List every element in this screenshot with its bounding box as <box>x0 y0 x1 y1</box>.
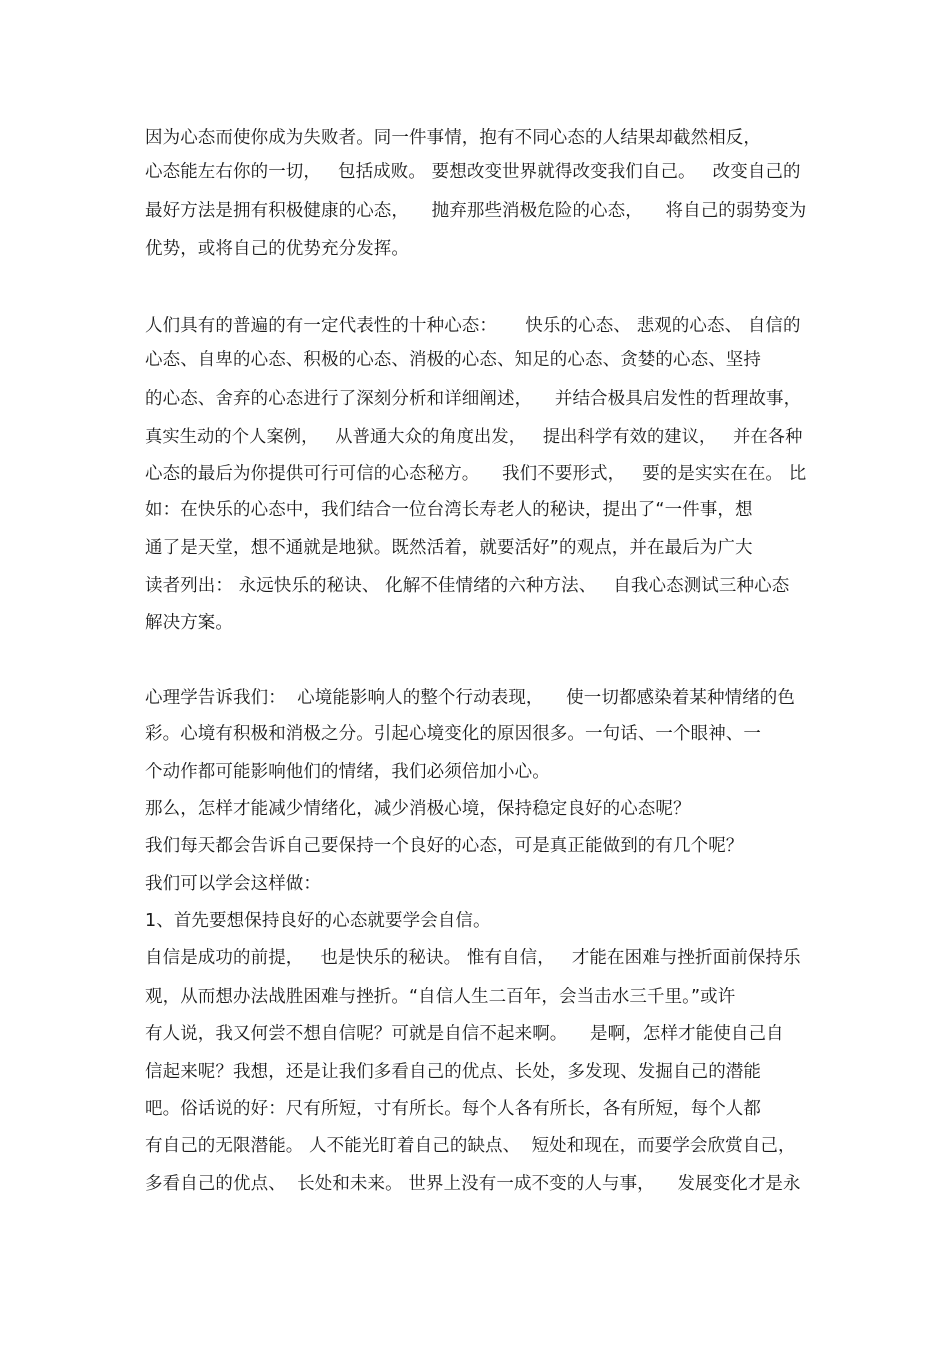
paragraph-2-line-8: 读者列出： 永远快乐的秘诀、 化解不佳情绪的六种方法、 自我心态测试三种心态 <box>145 576 790 596</box>
paragraph-2-line-1: 人们具有的普遍的有一定代表性的十种心态： 快乐的心态、 悲观的心态、 自信的 <box>145 316 801 336</box>
paragraph-2-line-3: 的心态、舍弃的心态进行了深刻分析和详细阐述， 并结合极具启发性的哲理故事， <box>145 389 802 409</box>
paragraph-3-line-3: 个动作都可能影响他们的情绪，我们必须倍加小心。 <box>145 762 550 782</box>
paragraph-3-line-5: 我们每天都会告诉自己要保持一个良好的心态，可是真正能做到的有几个呢？ <box>145 836 744 856</box>
paragraph-1-line-1: 因为心态而使你成为失败者。同一件事情，抱有不同心态的人结果却截然相反， <box>145 128 761 148</box>
paragraph-2-line-9: 解决方案。 <box>145 613 233 633</box>
paragraph-3-line-1: 心理学告诉我们： 心境能影响人的整个行动表现， 使一切都感染着某种情绪的色 <box>145 688 795 708</box>
paragraph-1-line-3: 最好方法是拥有积极健康的心态， 抛弃那些消极危险的心态， 将自己的弱势变为 <box>145 201 807 221</box>
paragraph-3-line-11: 信起来呢？我想，还是让我们多看自己的优点、长处，多发现、发掘自己的潜能 <box>145 1062 761 1082</box>
paragraph-3-line-9: 观，从而想办法战胜困难与挫折。“自信人生二百年，会当击水三千里。”或许 <box>145 987 736 1007</box>
paragraph-2-line-4: 真实生动的个人案例， 从普通大众的角度出发， 提出科学有效的建议， 并在各种 <box>145 427 803 447</box>
paragraph-3-line-4: 那么，怎样才能减少情绪化，减少消极心境，保持稳定良好的心态呢？ <box>145 799 691 819</box>
paragraph-3-line-6: 我们可以学会这样做： <box>145 874 321 894</box>
paragraph-1-line-4: 优势，或将自己的优势充分发挥。 <box>145 239 409 259</box>
paragraph-2-line-7: 通了是天堂，想不通就是地狱。既然活着，就要活好”的观点，并在最后为广大 <box>145 538 753 558</box>
paragraph-2-line-6: 如：在快乐的心态中，我们结合一位台湾长寿老人的秘诀，提出了“一件事，想 <box>145 500 753 520</box>
paragraph-3-line-10: 有人说，我又何尝不想自信呢？可就是自信不起来啊。 是啊，怎样才能使自己自 <box>145 1024 784 1044</box>
paragraph-3-line-2: 彩。心境有积极和消极之分。引起心境变化的原因很多。一句话、一个眼神、一 <box>145 724 761 744</box>
paragraph-1-line-2: 心态能左右你的一切， 包括成败。 要想改变世界就得改变我们自己。 改变自己的 <box>145 162 801 182</box>
paragraph-2-line-2: 心态、自卑的心态、积极的心态、消极的心态、知足的心态、贪婪的心态、坚持 <box>145 350 761 370</box>
paragraph-3-line-8: 自信是成功的前提， 也是快乐的秘诀。 惟有自信， 才能在困难与挫折面前保持乐 <box>145 948 801 968</box>
paragraph-2-line-5: 心态的最后为你提供可行可信的心态秘方。 我们不要形式， 要的是实实在在。 比 <box>145 464 807 484</box>
paragraph-3-line-13: 有自己的无限潜能。 人不能光盯着自己的缺点、 短处和现在，而要学会欣赏自己， <box>145 1136 796 1156</box>
paragraph-3-line-14: 多看自己的优点、 长处和未来。 世界上没有一成不变的人与事， 发展变化才是永 <box>145 1174 801 1194</box>
paragraph-3-line-12: 吧。俗话说的好：尺有所短，寸有所长。每个人各有所长，各有所短，每个人都 <box>145 1099 761 1119</box>
paragraph-3-line-7: 1、首先要想保持良好的心态就要学会自信。 <box>145 911 491 931</box>
